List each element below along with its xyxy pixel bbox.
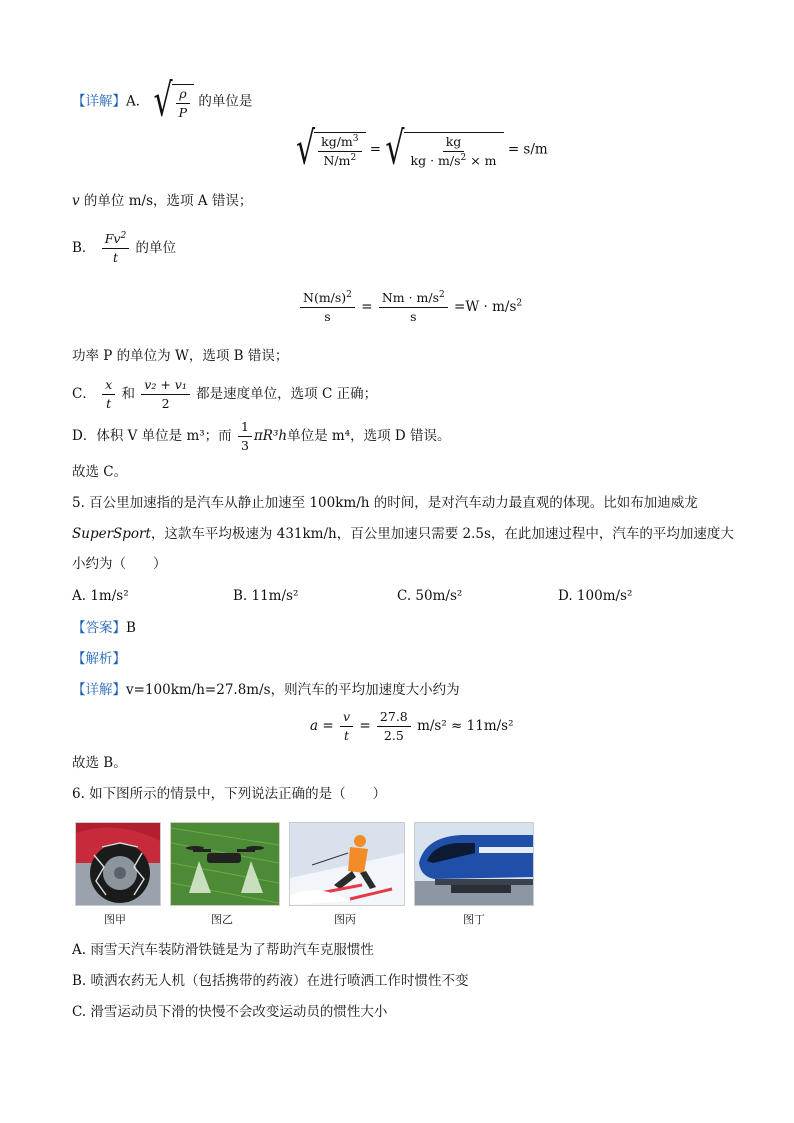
maglev-train-photo bbox=[414, 822, 534, 906]
caption-ding: 图丁 bbox=[463, 913, 485, 926]
section-a-line bbox=[72, 75, 253, 128]
q6-option-b: B. 喷洒农药无人机（包括携带的药液）在进行喷洒工作时惯性不变 bbox=[72, 973, 469, 989]
equation-a-result: = s/m bbox=[507, 141, 548, 158]
q5-option-b: B. 11m/s² bbox=[233, 588, 299, 604]
unit-equation-a: √ $\frac{kg/m^3}{N/m^2}$ = √ $\frac{kg}{kg \cdot m/s^2 \times m}$ = s/m bbox=[296, 123, 548, 176]
q5-detail: 【详解】v=100km/h=27.8m/s，则汽车的平均加速度大小约为 bbox=[72, 682, 460, 698]
q5-option-d: D. 100m/s² bbox=[558, 588, 633, 604]
caption-bing: 图丙 bbox=[334, 913, 356, 926]
option-a-label: A． bbox=[126, 93, 150, 110]
caption-jia: 图甲 bbox=[104, 913, 126, 926]
q5-equation: a = $\frac{v}{t}$ = $\frac{27.8}{2.5}$ m/s² ≈ 11m/s² bbox=[310, 709, 514, 743]
drone-spraying-photo bbox=[170, 822, 280, 906]
section-d-line: D．体积 V 单位是 m³；而 $\frac{1}{3}$ πR³h单位是 m⁴，选项 D 错误。 bbox=[72, 419, 451, 453]
q5-analysis-heading: 【解析】 bbox=[72, 651, 126, 667]
sqrt-rho-over-p: √ $\frac{\rho}{P}$ bbox=[154, 84, 195, 120]
section-a-conclusion: v 的单位 m/s，选项 A 错误； bbox=[72, 193, 253, 209]
q6-stem: 6. 如下图所示的情景中，下列说法正确的是（ ） bbox=[72, 786, 387, 802]
skier-photo bbox=[289, 822, 405, 906]
q5-stem-line1: 5. 百公里加速指的是汽车从静止加速至 100km/h 的时间，是对汽车动力最直观的体现。比如布加迪威龙 bbox=[72, 495, 698, 511]
q6-option-a: A. 雨雪天汽车装防滑铁链是为了帮助汽车克服惯性 bbox=[72, 942, 374, 958]
q5-option-a: A. 1m/s² bbox=[72, 588, 129, 604]
q5-stem-line2: SuperSport，这款车平均极速为 431km/h，百公里加速只需要 2.5s，在此加速过程中，汽车的平均加速度大 bbox=[72, 526, 734, 542]
section-b-line: B． $\frac{Fv^2}{t}$ 的单位 bbox=[72, 230, 176, 265]
tire-chain-photo bbox=[75, 822, 161, 906]
choice-c: 故选 C。 bbox=[72, 464, 128, 480]
q5-option-c: C. 50m/s² bbox=[397, 588, 463, 604]
caption-yi: 图乙 bbox=[211, 913, 233, 926]
section-a-tail: 的单位是 bbox=[198, 93, 253, 110]
unit-equation-b: $\frac{N(m/s)^2}{s}$ = $\frac{Nm \cdot m/s^2}{s}$ $=W \cdot m/s^2$ bbox=[298, 291, 522, 324]
section-b-conclusion: 功率 P 的单位为 W，选项 B 错误； bbox=[72, 348, 289, 364]
q5-stem-line3: 小约为（ ） bbox=[72, 556, 167, 572]
q6-option-c: C. 滑雪运动员下滑的快慢不会改变运动员的惯性大小 bbox=[72, 1004, 388, 1020]
section-c-line: C． $\frac{x}{t}$ 和 $\frac{\text{v₂ + v₁}}{2}$ 都是速度单位，选项 C 正确； bbox=[72, 377, 378, 411]
choice-b: 故选 B。 bbox=[72, 755, 127, 771]
detail-bracket: 【详解】 bbox=[72, 93, 126, 110]
q5-answer: 【答案】B bbox=[72, 620, 136, 636]
